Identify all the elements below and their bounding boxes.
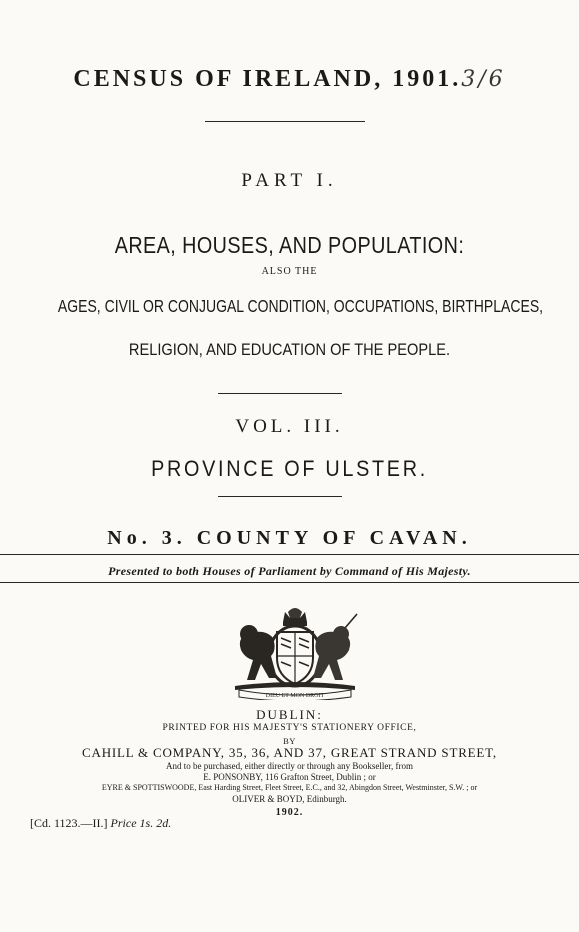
- also-the-text: ALSO THE: [261, 266, 318, 277]
- census-title: [0, 66, 579, 93]
- command-paper-price: Price 1s. 2d.: [110, 816, 172, 830]
- command-paper-number: [Cd. 1123.—II.]: [30, 816, 108, 830]
- presented-bottom-rule: [0, 582, 579, 583]
- volume-heading: VOL. III.: [235, 416, 344, 437]
- part-heading: PART I.: [241, 170, 338, 191]
- imprint-purchase-line-3: EYRE & SPOTTISWOODE, East Harding Street, Fleet Street, E.C., and 32, Abingdon Street, Westminster, S.W. ; or: [101, 783, 478, 792]
- volume-rule: [218, 393, 342, 394]
- title-rule: [205, 121, 365, 122]
- area-heading: AREA, HOUSES, AND POPULATION:: [114, 232, 465, 258]
- command-paper-line: [30, 816, 171, 831]
- presented-top-rule: [0, 554, 579, 555]
- imprint-city: DUBLIN:: [256, 707, 323, 722]
- imprint-printed-for: PRINTED FOR HIS MAJESTY'S STATIONERY OFFICE,: [162, 723, 417, 733]
- imprint-purchase-line-4: OLIVER & BOYD, Edinburgh.: [232, 794, 347, 804]
- county-heading: No. 3. COUNTY OF CAVAN.: [107, 527, 472, 549]
- handwritten-catalogue-mark: 3/6: [461, 67, 506, 92]
- imprint-purchase-line-1: And to be purchased, either directly or through any Bookseller, from: [165, 761, 414, 771]
- imprint-by: BY: [283, 736, 296, 746]
- province-heading: PROVINCE OF ULSTER.: [151, 456, 428, 481]
- imprint-printer: CAHILL & COMPANY, 35, 36, AND 37, GREAT STRAND STREET,: [82, 745, 497, 760]
- ages-heading: AGES, CIVIL OR CONJUGAL CONDITION, OCCUPATIONS, BIRTHPLACES,: [57, 296, 544, 316]
- imprint-purchase-line-2: E. PONSONBY, 116 Grafton Street, Dublin ; or: [203, 772, 376, 782]
- royal-coat-of-arms-icon: [225, 604, 365, 700]
- presented-statement: Presented to both Houses of Parliament by Command of His Majesty.: [108, 564, 471, 578]
- census-title-text: CENSUS OF IRELAND, 1901.: [73, 66, 462, 92]
- province-rule: [218, 496, 342, 497]
- arms-motto: DIEU ET MON DROIT: [265, 693, 325, 699]
- religion-heading: RELIGION, AND EDUCATION OF THE PEOPLE.: [128, 340, 451, 359]
- imprint-year: 1902.: [275, 807, 304, 818]
